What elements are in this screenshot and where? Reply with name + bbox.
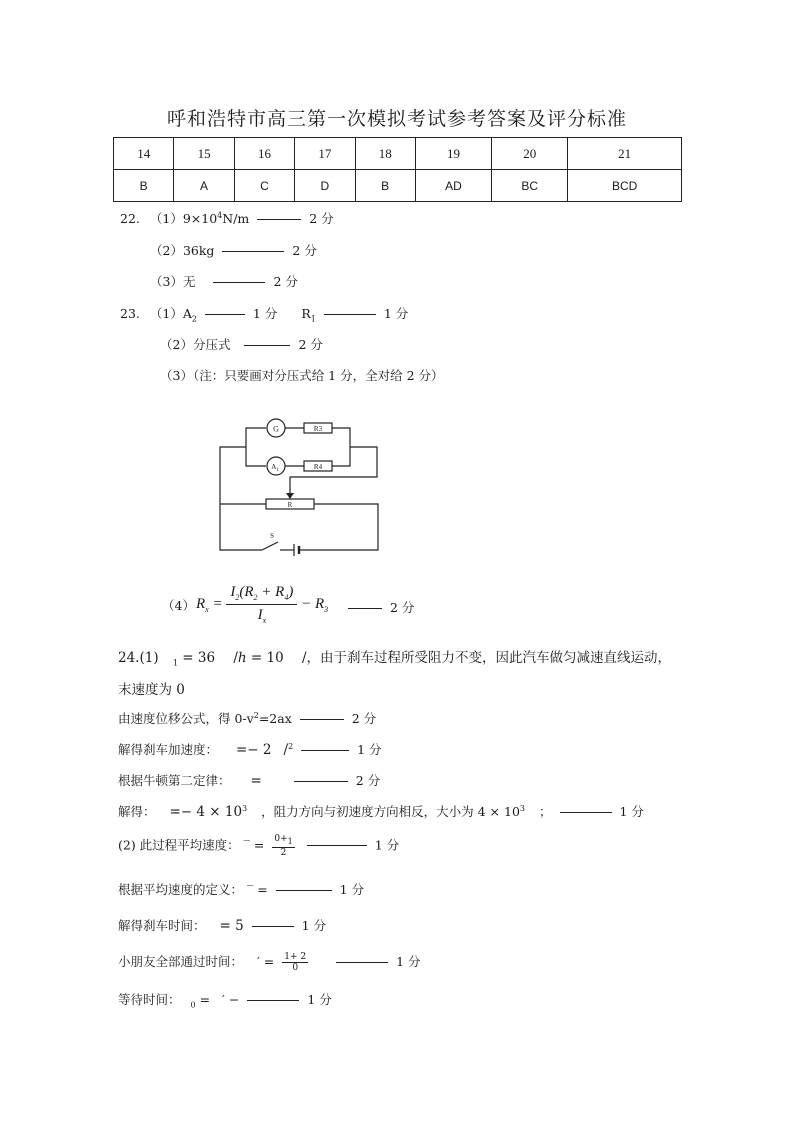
q23-part3 [160,366,444,384]
score-leader [213,282,265,283]
formula-minus-term: − $R_3$ [301,595,329,614]
q24-line10: 小朋友全部通过时间： ′ = $\frac{1+ 2}{0}$ 1 分 [118,952,421,973]
resistor-r4-label: R4 [313,463,323,471]
q24-line4: 解得刹车加速度： =− 2 /$^2$ 1 分 [118,741,382,758]
switch-label: S [270,532,274,540]
q24-line11: 等待时间： $_0$ = ′ − 1 分 [118,992,332,1010]
score-leader [252,926,294,927]
q22-part2 [150,241,317,259]
question-number-cell: 16 [234,138,294,170]
score-leader [324,314,376,315]
right-wire [302,504,378,550]
score-leader [300,719,344,720]
left-parallel-wire [246,428,266,466]
q23-part4-score [344,598,414,616]
answer-value: 分压式 [192,337,231,352]
table-row [114,170,682,202]
formula-denominator: $I_x$ [257,607,267,625]
table-row [114,138,682,170]
q24-line9: 解得刹车时间： = 5 1 分 [118,918,327,934]
ammeter-label: $A_1$ [271,463,279,473]
resistor-r3-label: R3 [313,425,323,433]
score-leader [348,608,382,609]
score: 1 分 [252,306,278,321]
score: 2 分 [351,711,377,726]
question-number-cell: 14 [114,138,174,170]
q24-line8: 根据平均速度的定义： ‾ = 1 分 [118,882,365,897]
question-number-cell: 18 [355,138,415,170]
score: 2 分 [389,600,415,615]
score: 2 分 [298,337,323,352]
score-leader [307,845,367,846]
score: 1 分 [339,882,365,897]
score: 2 分 [292,243,317,258]
score: 1 分 [307,992,332,1007]
score: 1 分 [619,804,644,819]
formula-lhs: $R_x$ = [196,595,223,614]
q24-line5: 根据牛顿第二定律： = 2 分 [118,773,381,789]
score-leader [205,314,245,315]
page-title: 呼和浩特市高三第一次模拟考试参考答案及评分标准 [166,108,627,130]
q24-line3: 由速度位移公式，得 $0-v^2=2ax$ 2 分 [118,710,377,726]
answer-cell: A [174,170,234,202]
rheostat-label: R [287,501,293,509]
question-number: 23. [120,306,140,321]
q24-line2: 末速度为 0 [118,682,185,698]
q22-part3 [150,272,298,290]
score: 2 分 [355,773,381,788]
q24-line1: 24.(1) $_1$ = 36 /ℎ = 10 /，由于刹车过程所受阻力不变，因此汽车做匀减速直线运动， [118,650,672,668]
part-label: （2） [150,243,183,258]
q24-line6: 解得： =− $4 \times 10^3$ ，阻力方向与初速度方向相反，大小为 $4 \times 10^3$ ； 1 分 [118,803,644,820]
q24-line7: (2) 此过程平均速度： ‾ = $\frac{0+_1}{2}$ 1 分 [118,834,400,858]
score: 1 分 [396,954,421,969]
answer-cell: C [234,170,294,202]
score: 2 分 [273,274,298,289]
slider-wire [290,447,377,496]
answer-cell: B [114,170,174,202]
score-leader [301,750,349,751]
answer-value: 36kg [182,243,215,258]
question-number-cell: 20 [492,138,568,170]
formula-fraction [226,584,297,625]
score: 1 分 [301,918,327,933]
score-leader [222,251,284,252]
score-leader [336,962,388,963]
slider-arrow-icon [286,493,294,499]
q22-part1 [120,209,334,227]
score-leader [294,781,348,782]
score: 1 分 [383,306,409,321]
score-leader [276,890,332,891]
answer-cell: D [295,170,355,202]
answer-table [113,137,682,202]
part-label: （1） [149,211,183,226]
question-number-cell: 21 [568,138,682,170]
formula-numerator: $I_2(R_2 + R_4)$ [226,584,297,605]
note: （注：只要画对分压式给 1 分，全对给 2 分） [192,368,444,383]
question-number: 22. [120,211,140,226]
left-wire [220,447,262,550]
answer-cell: B [355,170,415,202]
score-leader [244,345,290,346]
answer-cell: AD [415,170,491,202]
answer-value: $R_1$ [301,306,316,324]
answer-cell: BCD [568,170,682,202]
switch-icon [262,542,278,550]
part-label: （2） [160,337,193,352]
score: 2 分 [309,211,334,226]
galvanometer-label: G [273,424,279,434]
answer-value: 无 [182,274,196,289]
q23-part2 [160,335,323,353]
part-label: （1） [149,306,183,321]
score-leader [247,1000,299,1001]
question-number-cell: 15 [174,138,234,170]
q23-part4-label: （4） [162,598,195,613]
score-leader [560,812,612,813]
fraction: $\frac{0+_1}{2}$ [274,834,293,858]
score-leader [257,219,301,220]
answer-cell: BC [492,170,568,202]
score: 1 分 [374,837,400,853]
question-number-cell: 17 [295,138,355,170]
part-label: （3） [150,274,183,289]
part-label: （3） [160,368,193,383]
question-number-cell: 19 [415,138,491,170]
score: 1 分 [357,742,382,757]
q23-part1 [120,304,408,324]
circuit-diagram [200,410,400,560]
right-parallel-wire [332,428,350,466]
answer-value: $9\times 10^4N/m$ [182,210,250,226]
rx-formula [196,584,328,625]
answer-value: $A_2$ [182,306,197,324]
fraction: $\frac{1+ 2}{0}$ [284,952,307,973]
